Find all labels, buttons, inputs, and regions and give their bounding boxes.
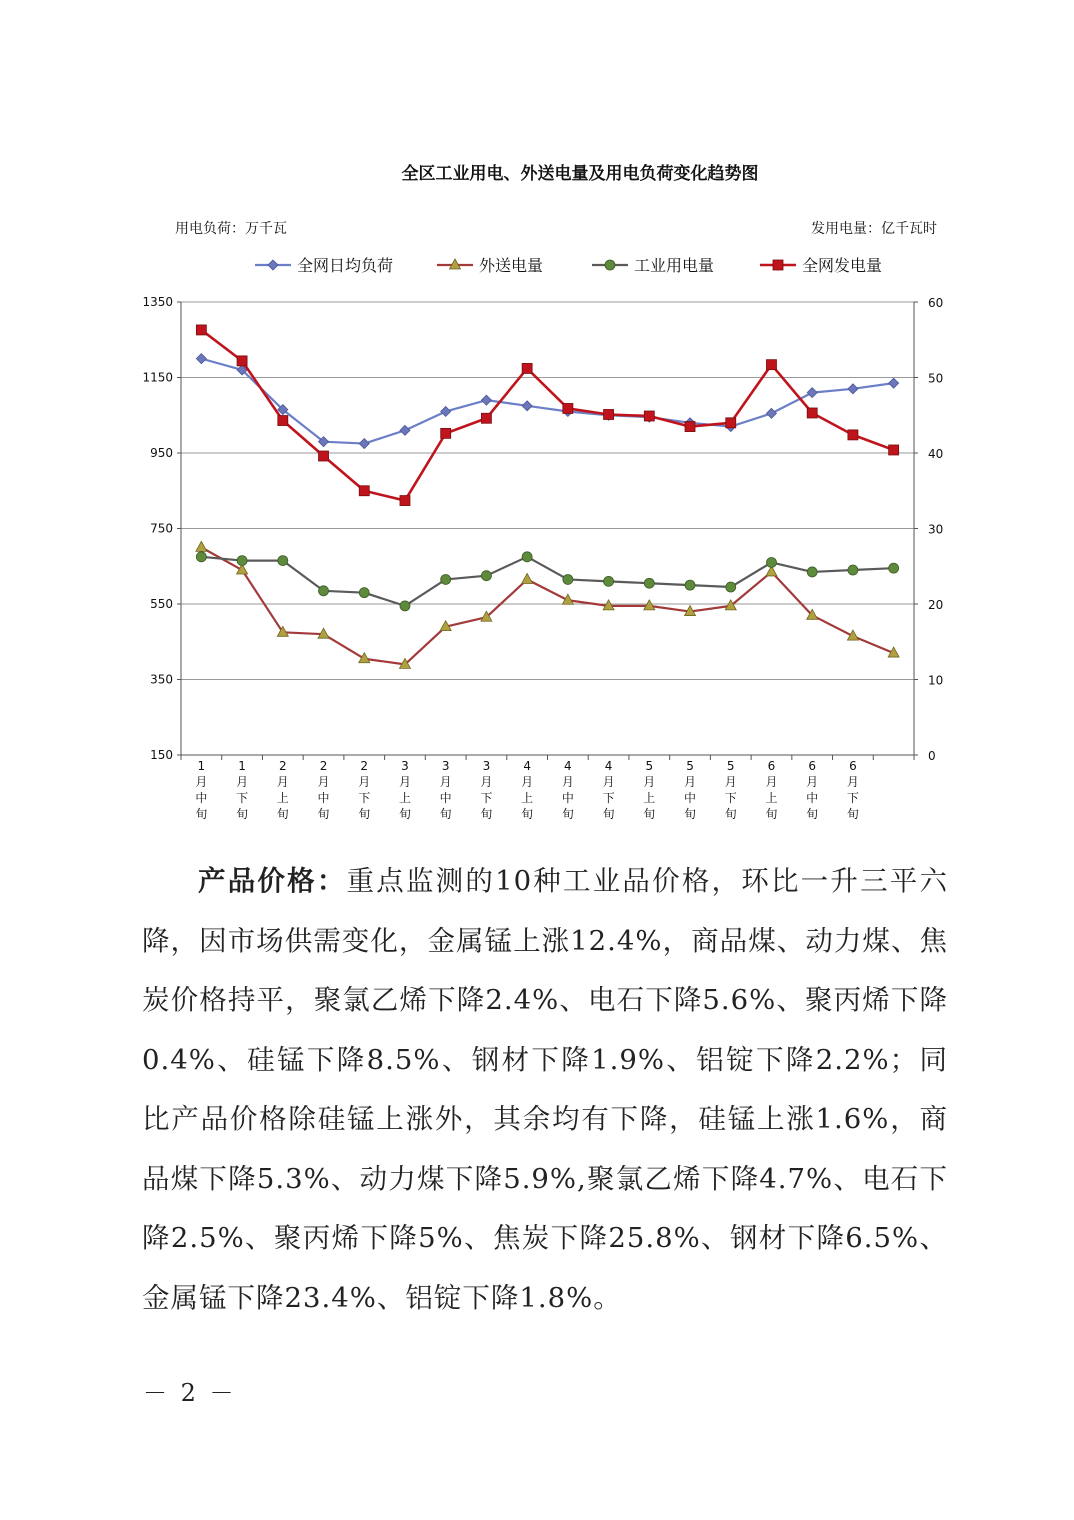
right-axis-ticks	[928, 296, 943, 763]
x-label-char: 月	[724, 775, 737, 789]
left-tick-label: 150	[150, 748, 173, 762]
data-point	[807, 408, 817, 418]
right-tick-label: 60	[928, 296, 944, 310]
page-number: － 2 －	[143, 1379, 237, 1407]
data-point	[889, 563, 899, 573]
data-point	[685, 580, 695, 590]
x-label	[643, 759, 655, 821]
x-label-char: 月	[195, 775, 208, 789]
x-label	[399, 759, 411, 821]
legend-marker	[773, 260, 783, 270]
right-tick-label: 0	[928, 749, 936, 763]
x-label	[195, 759, 207, 821]
x-label-char: 3	[482, 759, 491, 773]
series-line	[201, 547, 893, 664]
x-label-char: 旬	[521, 807, 534, 821]
x-label-char: 5	[645, 759, 654, 773]
data-point	[889, 445, 899, 455]
x-label-char: 上	[521, 791, 534, 805]
left-axis-ticks	[142, 295, 173, 762]
data-point	[400, 425, 410, 435]
data-point	[278, 556, 288, 566]
x-label	[603, 759, 615, 821]
x-label-char: 4	[523, 759, 531, 773]
data-point	[237, 356, 247, 366]
x-label	[236, 759, 248, 821]
x-label-char: 月	[236, 775, 249, 789]
legend-label: 全网发电量	[802, 256, 883, 275]
x-label-char: 月	[276, 775, 289, 789]
x-label-char: 中	[439, 791, 452, 805]
x-label-char: 下	[846, 791, 859, 805]
x-label-char: 上	[276, 791, 289, 805]
data-point	[400, 601, 410, 611]
data-point	[848, 384, 858, 394]
legend-label: 外送电量	[479, 256, 544, 275]
left-tick-label: 950	[150, 446, 173, 460]
legend-item	[760, 256, 882, 275]
x-label-char: 2	[360, 759, 369, 773]
series-line	[201, 557, 893, 606]
x-label-char: 1	[238, 759, 246, 773]
x-label-char: 旬	[439, 807, 452, 821]
x-axis-labels	[195, 759, 859, 821]
data-point	[848, 565, 858, 575]
x-label-char: 上	[398, 791, 411, 805]
x-label-char: 旬	[276, 807, 289, 821]
x-label	[562, 759, 574, 821]
body-paragraph	[142, 852, 948, 1328]
x-label-char: 月	[521, 775, 534, 789]
data-point	[441, 428, 451, 438]
paragraph-lead: 产品价格：	[198, 865, 347, 897]
x-label-char: 6	[849, 759, 857, 773]
x-label-char: 旬	[561, 807, 574, 821]
data-point	[807, 567, 817, 577]
x-label-char: 月	[480, 775, 493, 789]
series-line	[201, 330, 893, 501]
x-label	[684, 759, 696, 821]
data-point	[319, 586, 329, 596]
x-label-char: 下	[724, 791, 737, 805]
x-label-char: 中	[561, 791, 574, 805]
x-label-char: 4	[604, 759, 613, 773]
series-line	[201, 359, 893, 444]
legend-item	[255, 256, 393, 275]
data-point	[481, 395, 491, 405]
data-point	[644, 578, 654, 588]
data-point	[563, 574, 573, 584]
left-tick-label: 550	[150, 597, 173, 611]
data-point	[807, 388, 817, 398]
data-point	[359, 588, 369, 598]
data-point	[441, 406, 451, 416]
series-2	[196, 541, 899, 668]
left-tick-label: 1150	[142, 370, 173, 385]
data-point	[278, 416, 288, 426]
data-point	[196, 354, 206, 364]
x-label-char: 月	[765, 775, 778, 789]
x-label-char: 旬	[724, 807, 737, 821]
data-point	[644, 411, 654, 421]
chart-title: 全区工业用电、外送电量及用电负荷变化趋势图	[401, 164, 759, 184]
data-point	[522, 552, 532, 562]
x-label-char: 月	[398, 775, 411, 789]
data-point	[726, 418, 736, 428]
data-point	[889, 378, 899, 388]
series-1	[196, 354, 898, 449]
data-point	[685, 422, 695, 432]
right-tick-label: 30	[928, 522, 944, 537]
data-point	[400, 496, 410, 506]
x-label-char: 月	[439, 775, 452, 789]
data-point	[441, 574, 451, 584]
x-label	[765, 759, 777, 821]
data-point	[359, 653, 370, 663]
x-label-char: 上	[643, 791, 656, 805]
right-axis-unit: 发用电量：亿千瓦时	[811, 221, 937, 237]
x-label	[440, 759, 452, 821]
data-point	[563, 403, 573, 413]
x-label-char: 旬	[602, 807, 615, 821]
series-3	[196, 552, 898, 611]
x-label-char: 5	[686, 759, 694, 773]
legend-marker	[605, 260, 615, 270]
x-label-char: 4	[564, 759, 572, 773]
right-tick-label: 10	[928, 673, 944, 688]
data-point	[766, 557, 776, 567]
left-tick-label: 750	[150, 521, 173, 536]
x-label	[725, 759, 737, 821]
data-point	[481, 413, 491, 423]
data-point	[766, 408, 776, 418]
x-label	[318, 759, 330, 821]
x-label-char: 旬	[846, 807, 859, 821]
chart-legend	[255, 256, 882, 275]
x-label-char: 旬	[806, 807, 819, 821]
data-point	[604, 409, 614, 419]
x-label-char: 月	[561, 775, 574, 789]
data-point	[766, 360, 776, 370]
left-tick-label: 350	[150, 672, 173, 687]
data-point	[196, 325, 206, 335]
legend-label: 工业用电量	[634, 256, 715, 275]
right-tick-label: 40	[928, 447, 944, 461]
x-label-char: 旬	[765, 807, 778, 821]
x-label-char: 旬	[398, 807, 411, 821]
x-label-char: 中	[195, 791, 208, 805]
x-label-char: 月	[358, 775, 371, 789]
chart-series	[196, 325, 899, 668]
x-label-char: 6	[767, 759, 776, 773]
legend-label: 全网日均负荷	[297, 256, 394, 275]
x-label-char: 中	[806, 791, 819, 805]
left-tick-label: 1350	[142, 295, 173, 309]
x-label	[521, 759, 533, 821]
x-label-char: 旬	[236, 807, 249, 821]
x-label-char: 旬	[195, 807, 208, 821]
x-label	[358, 759, 370, 821]
x-label-char: 下	[236, 791, 249, 805]
x-label	[480, 759, 492, 821]
right-tick-label: 50	[928, 371, 944, 386]
x-label-char: 6	[808, 759, 817, 773]
x-label-char: 2	[278, 759, 287, 773]
legend-item	[437, 256, 543, 275]
x-label-char: 5	[726, 759, 735, 773]
x-label-char: 3	[441, 759, 450, 773]
x-label	[847, 759, 859, 821]
left-axis-unit: 用电负荷：万千瓦	[175, 221, 287, 237]
x-label-char: 月	[643, 775, 656, 789]
x-label-char: 1	[197, 759, 206, 773]
data-point	[522, 573, 533, 583]
x-label-char: 下	[480, 791, 493, 805]
data-point	[522, 401, 532, 411]
data-point	[481, 571, 491, 581]
right-tick-label: 20	[928, 598, 944, 612]
x-label	[806, 759, 818, 821]
x-label-char: 中	[684, 791, 697, 805]
x-label-char: 中	[317, 791, 330, 805]
data-point	[359, 486, 369, 496]
x-label-char: 上	[765, 791, 778, 805]
x-label-char: 月	[317, 775, 330, 789]
data-point	[196, 541, 207, 551]
data-point	[726, 582, 736, 592]
data-point	[196, 552, 206, 562]
data-point	[359, 439, 369, 449]
paragraph-text: 重点监测的10种工业品价格，环比一升三平六降，因市场供需变化，金属锰上涨12.4%，商品煤、动力煤、焦炭价格持平，聚氯乙烯下降2.4%、电石下降5.6%、聚丙烯下降0.4%、硅锰下降8.5%、钢材下降1.9%、铝锭下降2.2%；同比产品价格除硅锰上涨外，其余均有下降，硅锰上涨1.6%，商品煤下降5.3%、动力煤下降5.9%,聚氯乙烯下降4.7%、电石下降2.5%、聚丙烯下降5%、焦炭下降25.8%、钢材下降6.5%、金属锰下降23.4%、铝锭下降1.8%。	[142, 865, 948, 1314]
series-4	[196, 325, 898, 506]
x-label-char: 月	[806, 775, 819, 789]
x-label-char: 旬	[684, 807, 697, 821]
chart-axes	[177, 302, 918, 760]
x-label-char: 旬	[643, 807, 656, 821]
x-label-char: 月	[602, 775, 615, 789]
x-label-char: 月	[684, 775, 697, 789]
legend-item	[592, 256, 714, 275]
x-label-char: 2	[319, 759, 328, 773]
x-label-char: 下	[602, 791, 615, 805]
x-label-char: 旬	[480, 807, 493, 821]
x-label	[277, 759, 289, 821]
data-point	[604, 576, 614, 586]
data-point	[319, 451, 329, 461]
data-point	[848, 430, 858, 440]
x-label-char: 旬	[358, 807, 371, 821]
data-point	[237, 556, 247, 566]
x-label-char: 旬	[317, 807, 330, 821]
x-label-char: 下	[358, 791, 371, 805]
x-label-char: 3	[401, 759, 409, 773]
legend-marker	[268, 260, 278, 270]
chart-gridlines	[181, 302, 914, 680]
data-point	[522, 363, 532, 373]
x-label-char: 月	[846, 775, 859, 789]
